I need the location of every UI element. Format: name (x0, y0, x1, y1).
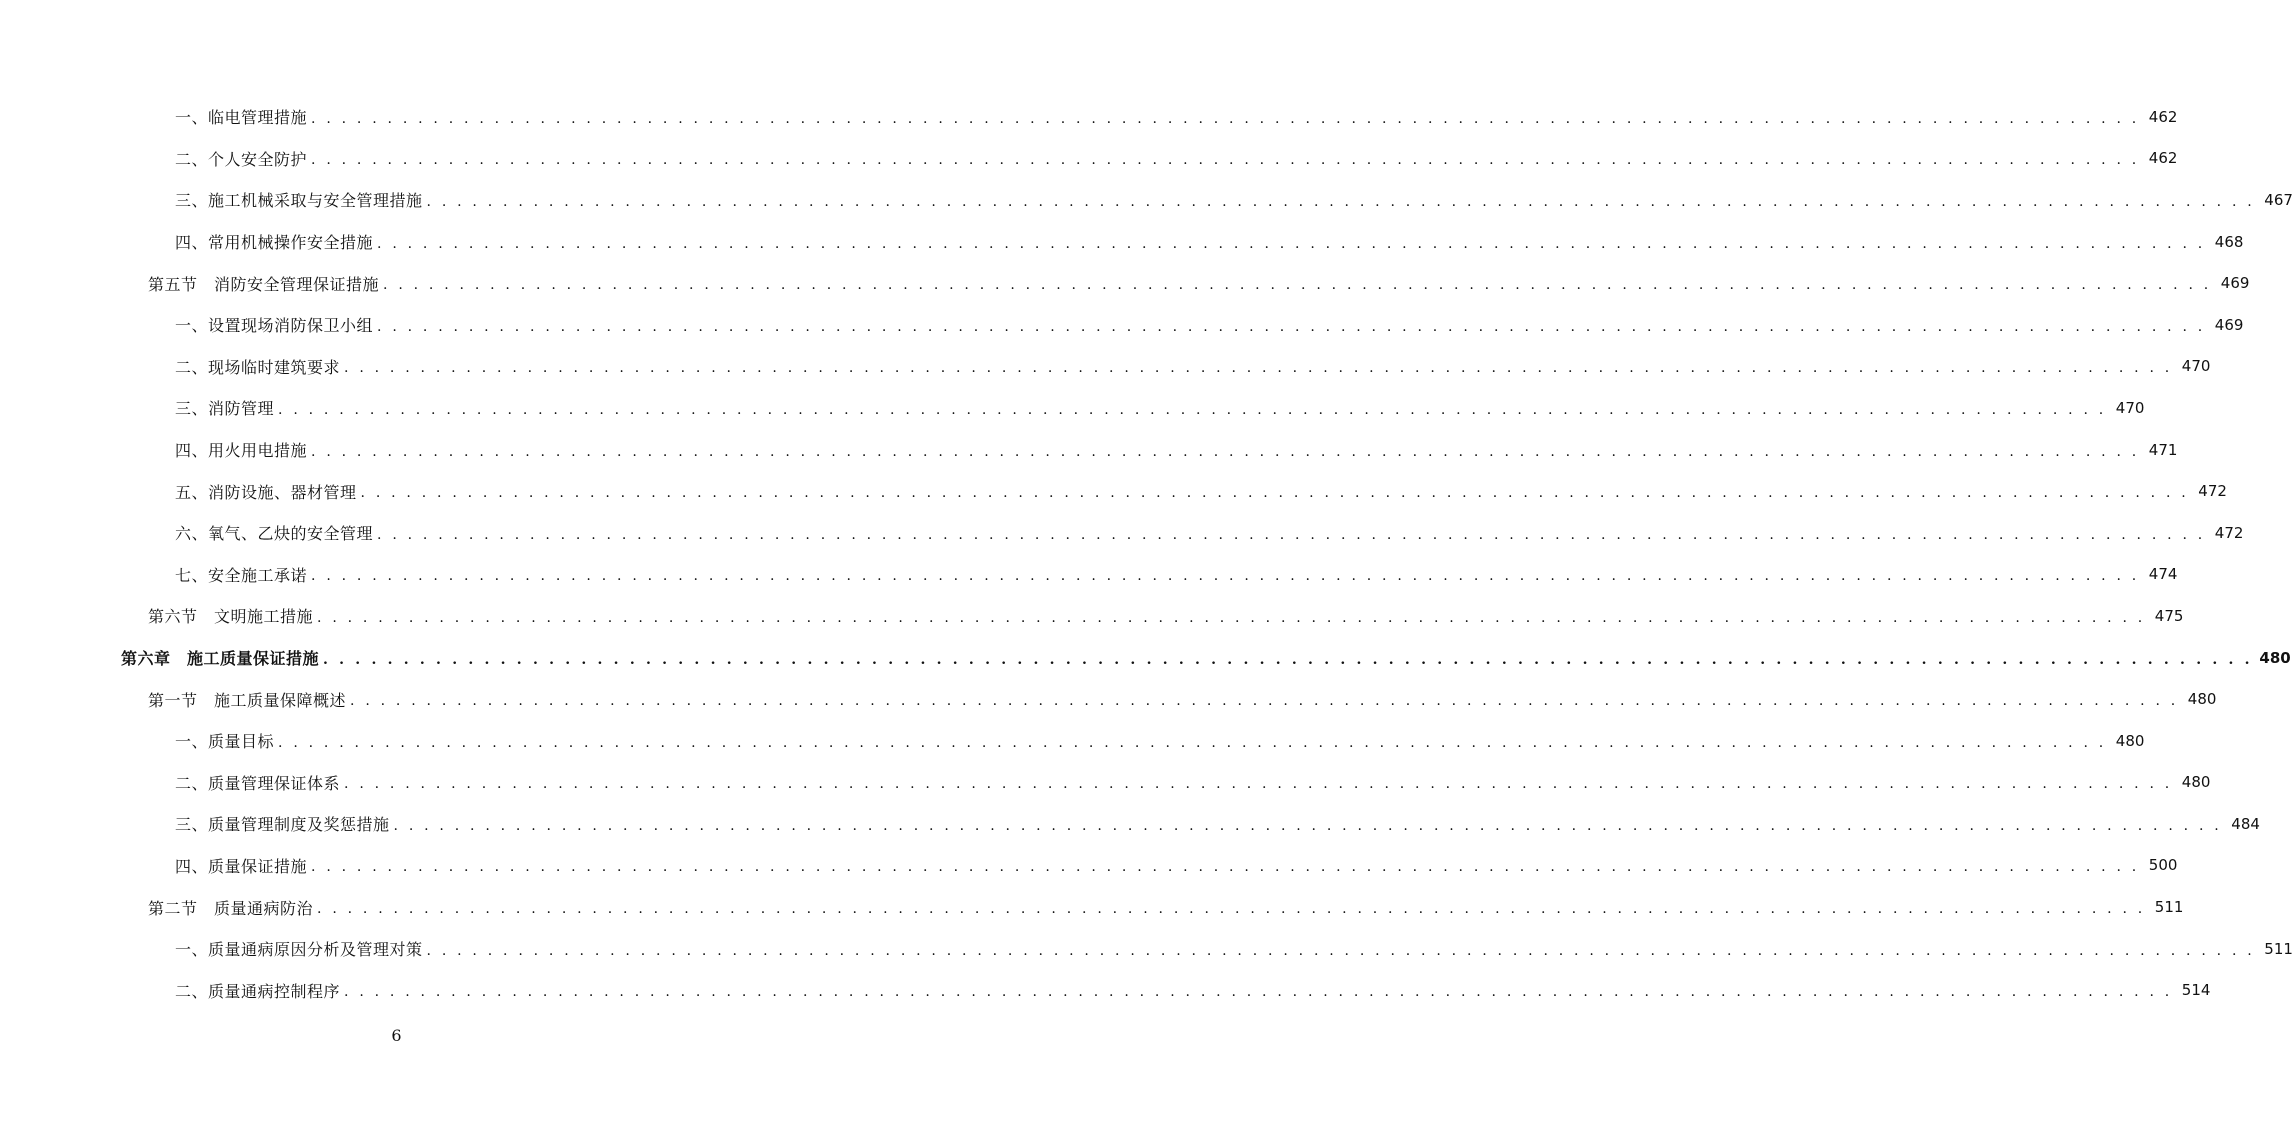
toc-entry-page: 511 (2264, 939, 2293, 958)
toc-entry[interactable] (0, 886, 2184, 928)
toc-entry-title: 四、常用机械操作安全措施 (175, 233, 374, 253)
toc-entry[interactable] (0, 803, 2260, 845)
toc-entry-page: 467 (2264, 190, 2293, 209)
toc-entry-page: 462 (2148, 149, 2178, 168)
dot-leader: . . . . . . . . . . . . . . . . . . . . . . . . . . . . . . . . . . . . . . . . . . . . . . . . . . . . . . . . . . . . . . . . . . . . . . . . . . . . . . . . . . . . . . . . . . . . . . . . . . . . . . . . . . . . . . . . . . . . . . . . (426, 942, 2255, 959)
dot-leader: . . . . . . . . . . . . . . . . . . . . . . . . . . . . . . . . . . . . . . . . . . . . . . . . . . . . . . . . . . . . . . . . . . . . . . . . . . . . . . . . . . . . . . . . . . . . . . . . . . . . . . . . . . . . . . . . . . . . . . . . (393, 817, 2222, 834)
toc-entry-page: 470 (2115, 398, 2145, 417)
toc-entry[interactable] (0, 387, 2145, 429)
toc-entry-page: 480 (2259, 648, 2291, 667)
dot-leader: . . . . . . . . . . . . . . . . . . . . . . . . . . . . . . . . . . . . . . . . . . . . . . . . . . . . . . . . . . . . . . . . . . . . . . . . . . . . . . . . . . . . . . . . . . . . . . . . . . . . . . . . . . . . . . . . . . . . . . . . (278, 401, 2107, 418)
toc-entry[interactable] (0, 346, 2211, 388)
toc-entry-title: 三、施工机械采取与安全管理措施 (175, 191, 423, 211)
toc-entry[interactable] (0, 470, 2227, 512)
toc-entry-title: 二、质量管理保证体系 (175, 773, 341, 793)
toc-entry-page: 474 (2148, 565, 2178, 584)
dot-leader: . . . . . . . . . . . . . . . . . . . . . . . . . . . . . . . . . . . . . . . . . . . . . . . . . . . . . . . . . . . . . . . . . . . . . . . . . . . . . . . . . . . . . . . . . . . . . . . . . . . . . . . . . . . . . . . . . . . . . . . . (383, 277, 2212, 294)
toc-entry-page: 480 (2187, 690, 2217, 709)
dot-leader: . . . . . . . . . . . . . . . . . . . . . . . . . . . . . . . . . . . . . . . . . . . . . . . . . . . . . . . . . . . . . . . . . . . . . . . . . . . . . . . . . . . . . . . . . . . . . . . . . . . . . . . . . . . . . . . . . . . . . . . . (278, 734, 2107, 751)
toc-entry-title: 一、质量目标 (175, 732, 275, 752)
dot-leader: . . . . . . . . . . . . . . . . . . . . . . . . . . . . . . . . . . . . . . . . . . . . . . . . . . . . . . . . . . . . . . . . . . . . . . . . . . . . . . . . . . . . . . . . . . . . . . . . . . . . . . . . . . . . . . . . . . . . . . . . (350, 693, 2179, 710)
toc-entry[interactable] (0, 678, 2217, 720)
toc-entry-page: 500 (2148, 856, 2178, 875)
toc-entry[interactable] (0, 554, 2178, 596)
dot-leader: . . . . . . . . . . . . . . . . . . . . . . . . . . . . . . . . . . . . . . . . . . . . . . . . . . . . . . . . . . . . . . . . . . . . . . . . . . . . . . . . . . . . . . . . . . . . . . . . . . . . . . . . . . . . . . . . . . . . . . . . (311, 110, 2140, 127)
toc-entry[interactable] (0, 429, 2178, 471)
toc-entry-page: 470 (2181, 357, 2211, 376)
dot-leader: . . . . . . . . . . . . . . . . . . . . . . . . . . . . . . . . . . . . . . . . . . . . . . . . . . . . . . . . . . . . . . . . . . . . . . . . . . . . . . . . . . . . . . . . . . . . . . . . . . . . . . . . . . . . . . . . . . . . . . . . (377, 318, 2206, 335)
toc-entry[interactable] (0, 96, 2178, 138)
toc-entry-page: 462 (2148, 107, 2178, 126)
dot-leader: . . . . . . . . . . . . . . . . . . . . . . . . . . . . . . . . . . . . . . . . . . . . . . . . . . . . . . . . . . . . . . . . . . . . . . . . . . . . . . . . . . . . . . . . . . . . . . . . . . . . . . . . . . . . . . . . . . . . . . . . (311, 152, 2140, 169)
table-of-contents (0, 96, 2293, 1011)
toc-entry-title: 一、设置现场消防保卫小组 (175, 316, 374, 336)
toc-entry-title: 三、质量管理制度及奖惩措施 (175, 815, 390, 835)
toc-entry[interactable] (0, 304, 2244, 346)
toc-entry[interactable] (0, 762, 2211, 804)
toc-entry-title: 四、用火用电措施 (175, 441, 308, 461)
toc-entry[interactable] (0, 512, 2244, 554)
toc-entry-title: 一、临电管理措施 (175, 108, 308, 128)
toc-entry-page: 469 (2220, 274, 2250, 293)
dot-leader: . . . . . . . . . . . . . . . . . . . . . . . . . . . . . . . . . . . . . . . . . . . . . . . . . . . . . . . . . . . . . . . . . . . . . . . . . . . . . . . . . . . . . . . . . . . . . . . . . . . . . . . . . . . . . . . . . . . . . . . . (344, 776, 2173, 793)
toc-entry-title: 三、消防管理 (175, 399, 275, 419)
dot-leader: . . . . . . . . . . . . . . . . . . . . . . . . . . . . . . . . . . . . . . . . . . . . . . . . . . . . . . . . . . . . . . . . . . . . . . . . . . . . . . . . . . . . . . . . . . . . . . . . . . . . . . . . . . . . . . . . . . . . . . . . (344, 984, 2173, 1001)
page-number: 6 (391, 1026, 402, 1045)
toc-entry[interactable] (0, 720, 2145, 762)
toc-entry[interactable] (0, 845, 2178, 887)
toc-entry[interactable] (0, 221, 2244, 263)
toc-entry-title: 第一节 施工质量保障概述 (148, 690, 347, 710)
dot-leader: . . . . . . . . . . . . . . . . . . . . . . . . . . . . . . . . . . . . . . . . . . . . . . . . . . . . . . . . . . . . . . . . . . . . . . . . . . . . . . . . . . . . . . . . . . . . . . . . . . . . . . . . . . . . . . . . . . . . . . . . (317, 609, 2146, 626)
toc-entry-page: 484 (2231, 814, 2260, 833)
toc-entry-title: 二、现场临时建筑要求 (175, 357, 341, 377)
dot-leader: . . . . . . . . . . . . . . . . . . . . . . . . . . . . . . . . . . . . . . . . . . . . . . . . . . . . . . . . . . . . . . . . . . . . . . . . . . . . . . . . . . . . . . . . . . . . . . . . . . . . . . . . . . . . . . . . . . . . . . . . (317, 901, 2146, 918)
dot-leader: . . . . . . . . . . . . . . . . . . . . . . . . . . . . . . . . . . . . . . . . . . . . . . . . . . . . . . . . . . . . . . . . . . . . . . . . . . . . . . . . . . . . . . . . . . . . . . . . . . . . . . . . . . . . . . . . . . . . . . . . (377, 235, 2206, 252)
toc-entry-title: 一、质量通病原因分析及管理对策 (175, 940, 423, 960)
dot-leader: . . . . . . . . . . . . . . . . . . . . . . . . . . . . . . . . . . . . . . . . . . . . . . . . . . . . . . . . . . . . . . . . . . . . . . . . . . . . . . . . . . . . . . . . . . . . . . . . . . . . . . . . . . . . . . . . . . . . . . . . (426, 193, 2255, 210)
toc-entry[interactable] (0, 179, 2293, 221)
toc-entry-page: 480 (2115, 731, 2145, 750)
toc-entry[interactable] (0, 262, 2250, 304)
toc-entry-title: 第五节 消防安全管理保证措施 (148, 274, 380, 294)
dot-leader: . . . . . . . . . . . . . . . . . . . . . . . . . . . . . . . . . . . . . . . . . . . . . . . . . . . . . . . . . . . . . . . . . . . . . . . . . . . . . . . . . . . . . . . . . . . . . . . . . . . . . . . . . . . . . . . . . . . . . . . . (323, 651, 2253, 668)
toc-entry[interactable] (0, 138, 2178, 180)
toc-entry-page: 468 (2214, 232, 2244, 251)
dot-leader: . . . . . . . . . . . . . . . . . . . . . . . . . . . . . . . . . . . . . . . . . . . . . . . . . . . . . . . . . . . . . . . . . . . . . . . . . . . . . . . . . . . . . . . . . . . . . . . . . . . . . . . . . . . . . . . . . . . . . . . . (311, 568, 2140, 585)
toc-entry-page: 472 (2214, 523, 2244, 542)
toc-entry-title: 六、氧气、乙炔的安全管理 (175, 524, 374, 544)
dot-leader: . . . . . . . . . . . . . . . . . . . . . . . . . . . . . . . . . . . . . . . . . . . . . . . . . . . . . . . . . . . . . . . . . . . . . . . . . . . . . . . . . . . . . . . . . . . . . . . . . . . . . . . . . . . . . . . . . . . . . . . . (311, 859, 2140, 876)
dot-leader: . . . . . . . . . . . . . . . . . . . . . . . . . . . . . . . . . . . . . . . . . . . . . . . . . . . . . . . . . . . . . . . . . . . . . . . . . . . . . . . . . . . . . . . . . . . . . . . . . . . . . . . . . . . . . . . . . . . . . . . . (311, 443, 2140, 460)
toc-entry-page: 475 (2154, 606, 2184, 625)
toc-entry[interactable] (0, 595, 2184, 637)
toc-entry-title: 第六节 文明施工措施 (148, 607, 314, 627)
toc-entry-page: 511 (2154, 898, 2184, 917)
toc-entry-page: 514 (2181, 981, 2211, 1000)
toc-entry-page: 472 (2198, 482, 2227, 501)
toc-entry-title: 七、安全施工承诺 (175, 565, 308, 585)
toc-entry-title: 二、质量通病控制程序 (175, 981, 341, 1001)
toc-entry-page: 480 (2181, 773, 2211, 792)
toc-entry[interactable] (0, 969, 2211, 1011)
toc-entry[interactable] (0, 928, 2293, 970)
dot-leader: . . . . . . . . . . . . . . . . . . . . . . . . . . . . . . . . . . . . . . . . . . . . . . . . . . . . . . . . . . . . . . . . . . . . . . . . . . . . . . . . . . . . . . . . . . . . . . . . . . . . . . . . . . . . . . . . . . . . . . . . (377, 526, 2206, 543)
toc-entry[interactable] (0, 637, 2291, 679)
toc-entry-page: 469 (2214, 315, 2244, 334)
toc-entry-title: 第六章 施工质量保证措施 (121, 649, 320, 669)
toc-entry-title: 二、个人安全防护 (175, 149, 308, 169)
toc-entry-page: 471 (2148, 440, 2178, 459)
dot-leader: . . . . . . . . . . . . . . . . . . . . . . . . . . . . . . . . . . . . . . . . . . . . . . . . . . . . . . . . . . . . . . . . . . . . . . . . . . . . . . . . . . . . . . . . . . . . . . . . . . . . . . . . . . . . . . . . . . . . . . . . (344, 360, 2173, 377)
dot-leader: . . . . . . . . . . . . . . . . . . . . . . . . . . . . . . . . . . . . . . . . . . . . . . . . . . . . . . . . . . . . . . . . . . . . . . . . . . . . . . . . . . . . . . . . . . . . . . . . . . . . . . . . . . . . . . . . . . . . . . . . (360, 485, 2189, 502)
toc-entry-title: 四、质量保证措施 (175, 856, 308, 876)
toc-entry-title: 五、消防设施、器材管理 (175, 482, 357, 502)
toc-entry-title: 第二节 质量通病防治 (148, 898, 314, 918)
